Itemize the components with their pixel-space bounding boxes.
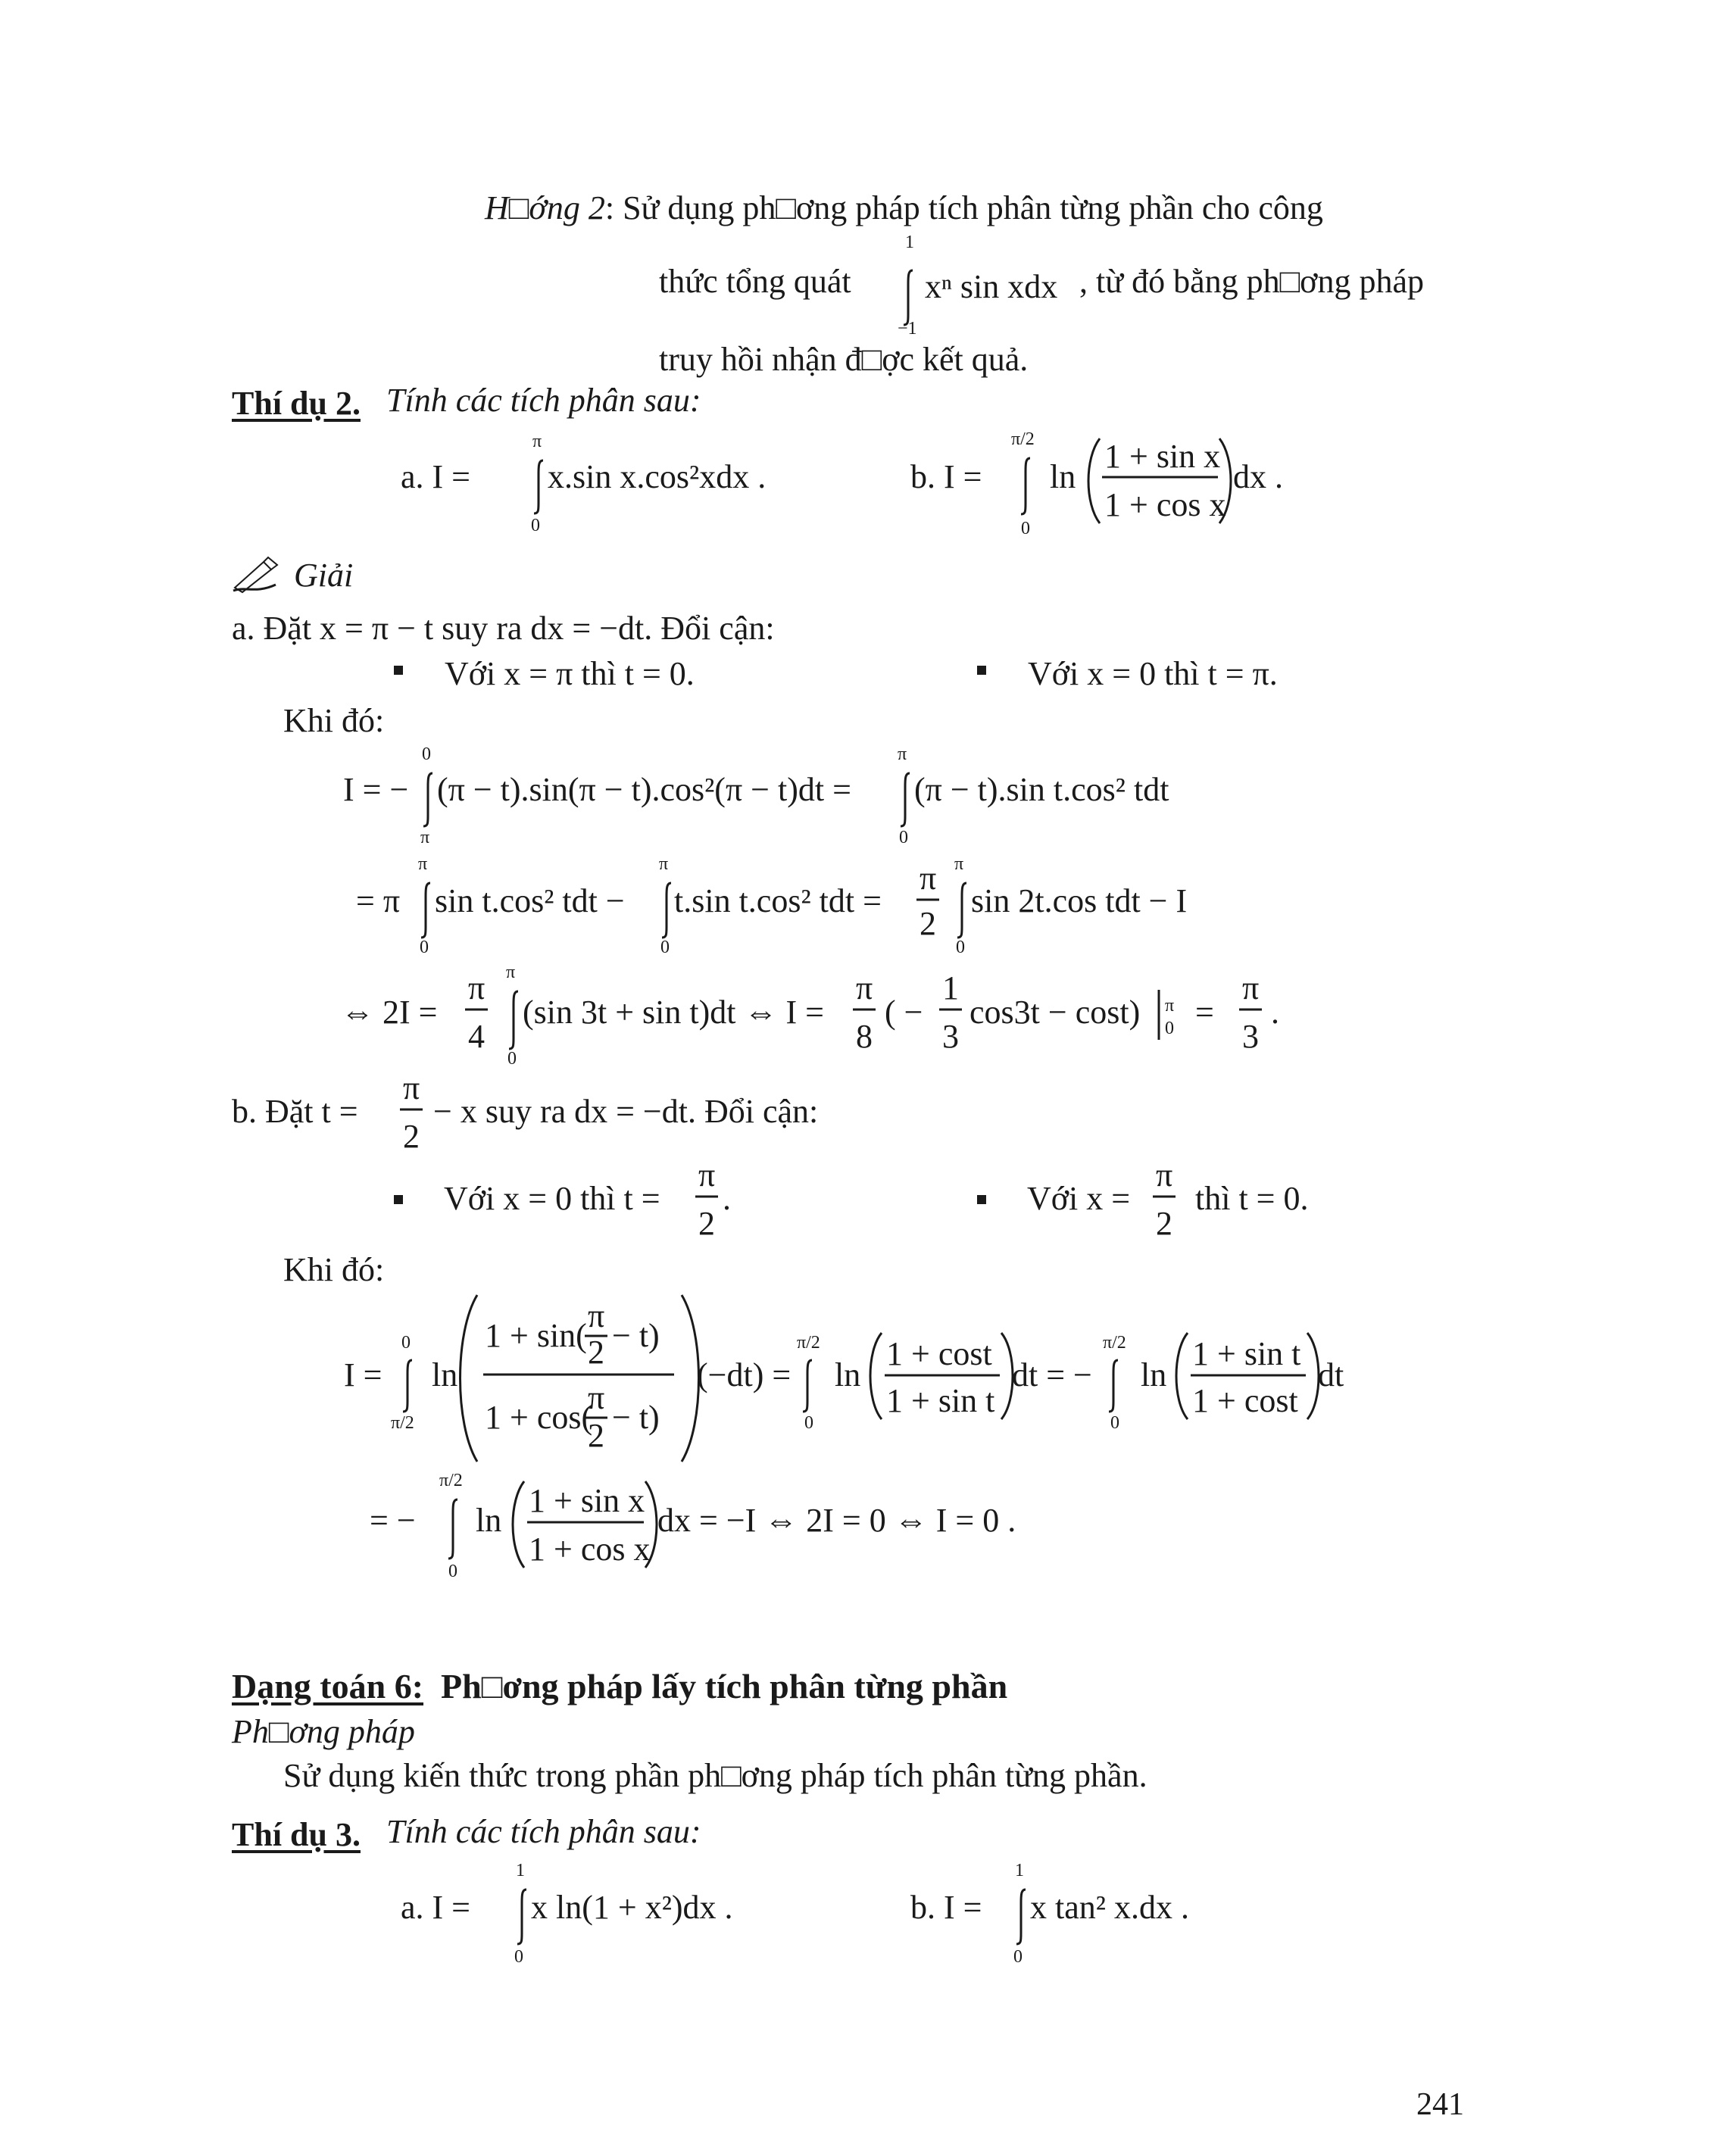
- example2-b: [909, 428, 1303, 541]
- example3-label: Thí dụ 3.: [232, 1816, 361, 1853]
- huong2-line3: truy hồi nhận đ□ợc kết quả.: [659, 341, 1029, 378]
- example3-prompt: Tính các tích phân sau:: [386, 1813, 701, 1850]
- example3-b-upper: 1: [1015, 1861, 1024, 1880]
- integral-sign: [904, 270, 913, 325]
- b-eq1-lhs: I =: [344, 1356, 382, 1393]
- example2-b-prefix: b. I =: [910, 458, 982, 495]
- b-eq2-lhs: = −: [370, 1502, 416, 1539]
- section-title: Ph□ơng pháp lấy tích phân từng phần: [441, 1667, 1008, 1705]
- a-eq2-lower1: 0: [420, 938, 429, 957]
- huong2-text: : Sử dụng ph□ơng pháp tích phân từng phần cho công: [604, 189, 1323, 226]
- a-eq2-lower3: 0: [956, 938, 965, 957]
- integral-sign: [957, 883, 966, 938]
- num-two: 2: [588, 1334, 604, 1371]
- frac-num: 1 + sin x: [529, 1482, 645, 1519]
- integral-sign: [534, 460, 543, 513]
- example3-b-lower: 0: [1013, 1947, 1023, 1967]
- bullet-icon: [977, 1195, 986, 1204]
- huong2-line: [485, 189, 1323, 226]
- example2-a: [398, 430, 852, 536]
- b-eq2-upper1: π/2: [439, 1471, 463, 1490]
- a-eq3-part1: (sin 3t + sin t)dt ⇔ I =: [523, 994, 824, 1031]
- frac-den: 2: [1156, 1205, 1172, 1242]
- page-number: 241: [1416, 2087, 1464, 2122]
- frac-num: 1: [942, 969, 959, 1006]
- a-equation-2: [356, 854, 1227, 957]
- b-bullet2-suffix: thì t = 0.: [1195, 1180, 1309, 1217]
- a-bullet1: Với x = π thì t = 0.: [445, 655, 695, 692]
- a-eq2-part1: sin t.cos² tdt −: [435, 882, 625, 919]
- b-eq1-upper1: 0: [401, 1333, 411, 1353]
- b-eq1-lower2: 0: [804, 1413, 813, 1433]
- a-eq1-upper2: π: [898, 744, 907, 764]
- integral-sign: [662, 883, 671, 938]
- huong2-line2-prefix: thức tổng quát: [659, 263, 851, 300]
- den-b: − t): [612, 1399, 660, 1436]
- pencil-icon: [230, 554, 285, 594]
- b-intro: [227, 1069, 909, 1166]
- a-eq2-lhs: = π: [356, 882, 401, 919]
- dt: dt: [1318, 1356, 1344, 1393]
- frac-den: 4: [468, 1018, 485, 1055]
- example2-a-prefix: a. I =: [401, 458, 470, 495]
- frac-num: π: [403, 1069, 420, 1106]
- period: .: [723, 1180, 731, 1217]
- a-equation-1: [337, 744, 1276, 847]
- frac-den: 1 + cost: [1192, 1382, 1298, 1419]
- equals: =: [1195, 994, 1214, 1031]
- example3-b: [909, 1859, 1303, 1965]
- integrand: xⁿ sin xdx: [925, 268, 1058, 305]
- b-bullet2-prefix: Với x =: [1027, 1180, 1131, 1217]
- bullet-icon: [977, 666, 986, 675]
- frac-num: π: [1242, 969, 1260, 1006]
- example2-b-upper: π/2: [1011, 429, 1035, 449]
- b-eq1-mid2: dt = −: [1012, 1356, 1092, 1393]
- integral-sign: [1109, 1360, 1118, 1412]
- a-eq3-lower1: 0: [507, 1049, 517, 1069]
- a-eq2-part2: t.sin t.cos² tdt =: [674, 882, 882, 919]
- integral-sign: [803, 1360, 812, 1412]
- a-equation-3: [341, 963, 1295, 1069]
- a-intro: a. Đặt x = π − t suy ra dx = −dt. Đổi cận:: [232, 610, 775, 647]
- frac-den: 3: [1242, 1018, 1259, 1055]
- fraction-denominator: 1 + cos x: [1104, 486, 1226, 523]
- huong2-label: H□ớng 2: [485, 189, 605, 226]
- example2-prompt: Tính các tích phân sau:: [386, 382, 701, 419]
- a-eq2-upper2: π: [659, 854, 669, 874]
- integral-lower: −1: [898, 319, 917, 339]
- b-eq1-mid: (−dt) =: [697, 1356, 792, 1393]
- a-eq1-part2: (π − t).sin t.cos² tdt: [914, 771, 1169, 808]
- integral-sign: [448, 1499, 457, 1559]
- integral-sign: [421, 883, 430, 938]
- fraction-numerator: 1 + sin x: [1104, 438, 1221, 475]
- left-paren: [1088, 438, 1100, 523]
- num-a: 1 + sin(: [485, 1317, 587, 1354]
- example2-a-upper: π: [532, 432, 542, 451]
- example3-a-upper: 1: [516, 1861, 525, 1880]
- b-intro-suffix: − x suy ra dx = −dt. Đổi cận:: [433, 1093, 819, 1130]
- paren-open: ( −: [885, 994, 923, 1031]
- b-intro-prefix: b. Đặt t =: [232, 1093, 358, 1130]
- a-eq1-lower1: π: [420, 828, 430, 847]
- period: .: [1271, 994, 1279, 1031]
- integral-sign: [901, 773, 910, 826]
- a-eq1-lower2: 0: [899, 828, 908, 847]
- example2-label: Thí dụ 2.: [232, 385, 361, 422]
- b-bullet1: [439, 1156, 757, 1253]
- ln: ln: [432, 1356, 458, 1393]
- method-label: Ph□ơng pháp: [232, 1713, 415, 1750]
- integral-sign: [1016, 1890, 1026, 1944]
- huong2-line2-suffix: , từ đó bằng ph□ơng pháp: [1079, 263, 1424, 300]
- frac-num: 1 + cost: [886, 1335, 992, 1372]
- section-label: Dạng toán 6:: [232, 1667, 424, 1705]
- a-eq2-upper3: π: [954, 854, 964, 874]
- frac-num: π: [856, 969, 873, 1006]
- b-eq1-lower3: 0: [1110, 1413, 1119, 1433]
- example2-a-integrand: x.sin x.cos²xdx .: [548, 458, 767, 495]
- integral-sign: [423, 773, 432, 826]
- left-paren: [870, 1333, 882, 1419]
- integral-sign: [1021, 458, 1030, 514]
- b-eq1-lower1: π/2: [391, 1413, 414, 1433]
- frac-num: π: [698, 1156, 716, 1194]
- a-eq3-upper1: π: [506, 963, 516, 982]
- right-paren: [1307, 1333, 1319, 1419]
- a-eq1-upper1: 0: [422, 744, 431, 764]
- left-paren: [461, 1295, 478, 1462]
- a-eq2-part3: sin 2t.cos tdt − I: [971, 882, 1188, 919]
- num-b: − t): [612, 1317, 660, 1354]
- b-eq2-tail: dx = −I ⇔ 2I = 0 ⇔ I = 0 .: [657, 1502, 1016, 1539]
- method-text: Sử dụng kiến thức trong phần ph□ơng pháp tích phân từng phần.: [283, 1757, 1147, 1794]
- b-equation-1: [333, 1287, 1378, 1469]
- bullet-icon: [394, 1195, 403, 1204]
- integral-sign: [403, 1360, 412, 1412]
- b-bullet1-prefix: Với x = 0 thì t =: [444, 1180, 660, 1217]
- a-eq3-part2: cos3t − cost): [969, 994, 1141, 1031]
- solution-title: Giải: [294, 557, 354, 594]
- den-pi: π: [588, 1379, 605, 1416]
- left-paren: [1176, 1333, 1188, 1419]
- example2-a-lower: 0: [531, 516, 540, 535]
- frac-den: 2: [920, 905, 936, 942]
- den-two: 2: [588, 1417, 604, 1454]
- a-eq2-upper1: π: [418, 854, 428, 874]
- example2-b-tail: dx .: [1233, 458, 1283, 495]
- frac-den: 1 + sin t: [886, 1382, 995, 1419]
- a-eq2-lower2: 0: [660, 938, 670, 957]
- a-bullet2: Với x = 0 thì t = π.: [1028, 655, 1278, 692]
- ln: ln: [835, 1356, 861, 1393]
- a-eq3-lhs: ⇔ 2I =: [341, 994, 438, 1031]
- den-a: 1 + cos(: [485, 1399, 593, 1436]
- a-eq1-lhs: I = −: [343, 771, 409, 808]
- b-equation-2: [364, 1469, 1106, 1579]
- ln: ln: [1050, 458, 1076, 495]
- ln: ln: [1141, 1356, 1167, 1393]
- frac-den: 2: [403, 1118, 420, 1155]
- frac-num: 1 + sin t: [1192, 1335, 1301, 1372]
- example3-a-integrand: x ln(1 + x²)dx .: [531, 1889, 733, 1926]
- example3-a: [398, 1859, 822, 1965]
- example3-a-prefix: a. I =: [401, 1889, 470, 1926]
- b-eq2-lower1: 0: [448, 1562, 457, 1581]
- frac-den: 3: [942, 1018, 959, 1055]
- frac-num: π: [1156, 1156, 1173, 1194]
- b-eq1-upper2: π/2: [797, 1333, 820, 1353]
- eval-lower: 0: [1165, 1019, 1174, 1038]
- khi-do-2: Khi đó:: [283, 1251, 385, 1288]
- b-eq1-upper3: π/2: [1103, 1333, 1126, 1353]
- section-heading: [232, 1666, 1007, 1706]
- example3-a-lower: 0: [514, 1947, 523, 1967]
- a-eq1-part1: (π − t).sin(π − t).cos²(π − t)dt =: [437, 771, 851, 808]
- left-paren: [513, 1481, 524, 1568]
- right-paren: [1001, 1333, 1013, 1419]
- frac-den: 2: [698, 1205, 715, 1242]
- frac-num: π: [468, 969, 486, 1006]
- general-integral: [898, 231, 1094, 337]
- ln: ln: [476, 1502, 502, 1539]
- frac-num: π: [920, 860, 937, 897]
- num-pi: π: [588, 1297, 605, 1334]
- eval-upper: π: [1165, 996, 1175, 1016]
- integral-sign: [517, 1890, 526, 1944]
- frac-den: 8: [856, 1018, 873, 1055]
- integral-upper: 1: [905, 232, 914, 252]
- example3-b-integrand: x tan² x.dx .: [1030, 1889, 1189, 1926]
- frac-den: 1 + cos x: [529, 1531, 651, 1568]
- bullet-icon: [394, 666, 403, 675]
- example2-b-lower: 0: [1021, 519, 1030, 538]
- b-bullet2: [1023, 1156, 1341, 1253]
- integral-sign: [509, 991, 518, 1049]
- khi-do-1: Khi đó:: [283, 702, 385, 739]
- example3-b-prefix: b. I =: [910, 1889, 982, 1926]
